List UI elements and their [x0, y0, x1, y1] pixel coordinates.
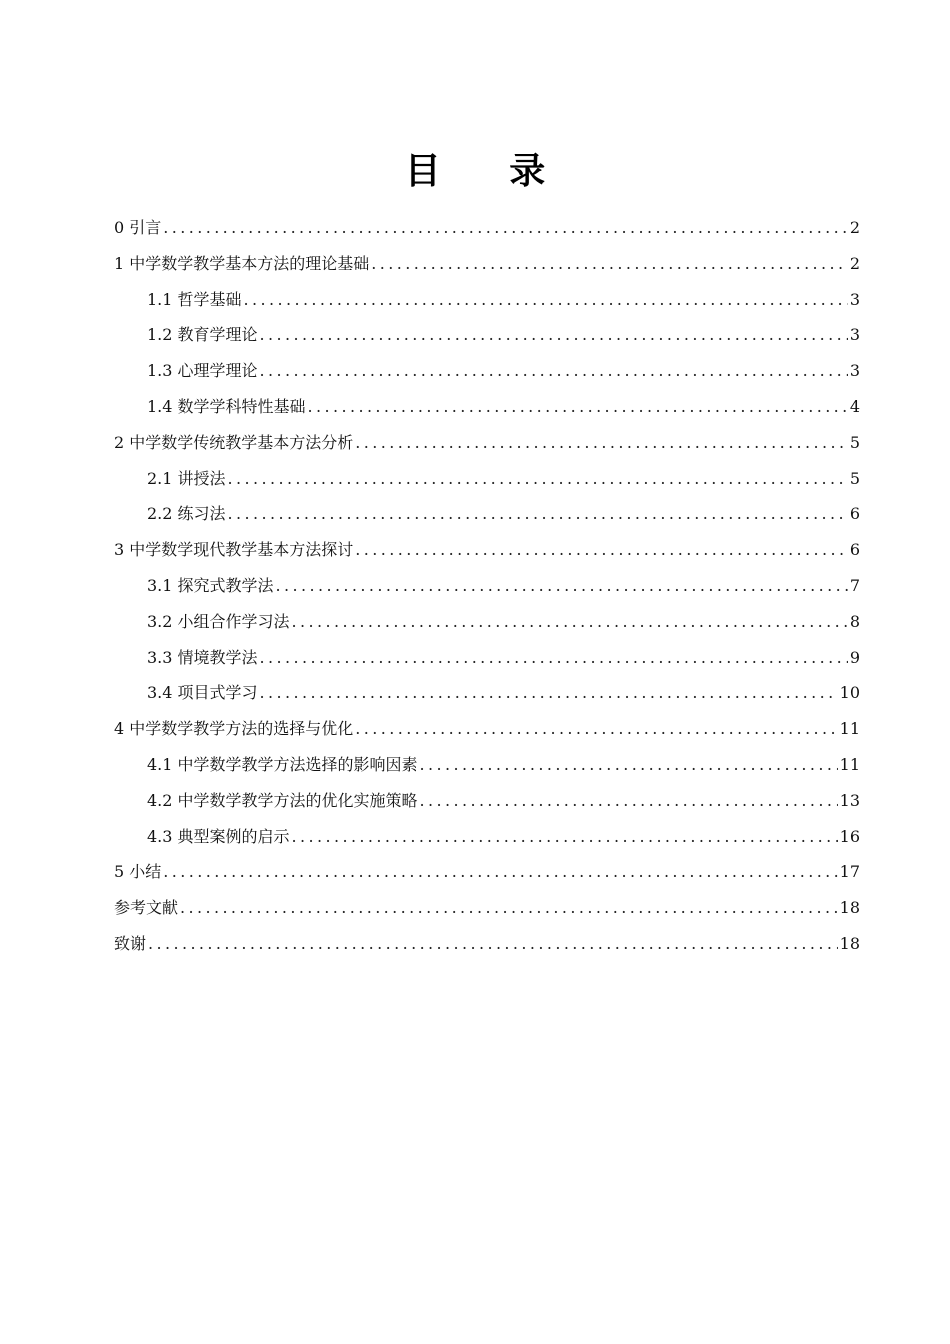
toc-entry[interactable] [114, 890, 860, 926]
toc-entry[interactable] [114, 747, 860, 783]
toc-entry-page-number: 18 [839, 933, 860, 953]
dot-leader [228, 461, 848, 497]
toc-entry[interactable] [114, 819, 860, 855]
table-of-contents [114, 210, 860, 962]
toc-entry-page-number: 3 [849, 325, 860, 345]
toc-entry-label: 3.2 小组合作学习法 [147, 611, 290, 631]
toc-entry-label: 4 中学数学教学方法的选择与优化 [114, 719, 354, 739]
toc-entry-page-number: 2 [849, 218, 860, 237]
toc-entry[interactable] [114, 496, 860, 532]
dot-leader [276, 568, 848, 604]
toc-entry[interactable] [114, 711, 860, 747]
toc-entry[interactable] [114, 353, 860, 389]
toc-entry-page-number: 10 [839, 683, 860, 703]
toc-entry-page-number: 6 [849, 504, 860, 524]
toc-entry-page-number: 3 [849, 289, 860, 309]
toc-entry-page-number: 8 [849, 611, 860, 631]
dot-leader [244, 282, 848, 318]
toc-entry[interactable] [114, 604, 860, 640]
toc-entry[interactable] [114, 926, 860, 962]
toc-entry-page-number: 7 [849, 575, 860, 595]
dot-leader [260, 640, 848, 676]
toc-entry-label: 4.1 中学数学教学方法选择的影响因素 [147, 754, 418, 774]
toc-entry-page-number: 4 [849, 396, 860, 416]
dot-leader [180, 890, 838, 926]
toc-entry-label: 3.1 探究式教学法 [147, 575, 274, 595]
toc-entry[interactable] [114, 246, 860, 282]
page-title: 目 录 [404, 150, 574, 192]
dot-leader [292, 819, 838, 855]
toc-entry-label: 参考文献 [114, 898, 179, 918]
toc-entry-page-number: 5 [849, 468, 860, 488]
dot-leader [260, 317, 848, 353]
dot-leader [260, 353, 848, 389]
dot-leader [163, 210, 848, 246]
dot-leader [163, 854, 837, 890]
toc-entry-label: 4.3 典型案例的启示 [147, 826, 290, 846]
toc-entry[interactable] [114, 854, 860, 890]
toc-entry-label: 1 中学数学教学基本方法的理论基础 [114, 253, 370, 273]
toc-entry-label: 2.1 讲授法 [147, 468, 226, 488]
dot-leader [292, 604, 848, 640]
toc-entry-label: 1.2 教育学理论 [147, 325, 258, 345]
dot-leader [420, 747, 838, 783]
toc-entry-page-number: 5 [849, 432, 860, 452]
toc-entry[interactable] [114, 461, 860, 497]
toc-entry-page-number: 16 [839, 826, 860, 846]
toc-entry-label: 4.2 中学数学教学方法的优化实施策略 [147, 790, 418, 810]
toc-entry-page-number: 18 [839, 898, 860, 918]
toc-entry-label: 3.4 项目式学习 [147, 683, 258, 703]
toc-entry-label: 2 中学数学传统教学基本方法分析 [114, 432, 354, 452]
toc-entry-page-number: 17 [839, 862, 860, 882]
dot-leader [355, 532, 848, 568]
dot-leader [148, 926, 838, 962]
toc-entry-page-number: 11 [839, 754, 860, 774]
toc-entry-label: 致谢 [114, 933, 147, 953]
toc-entry[interactable] [114, 783, 860, 819]
toc-entry-label: 0 引言 [114, 218, 162, 237]
toc-entry[interactable] [114, 210, 860, 246]
dot-leader [228, 496, 848, 532]
dot-leader [355, 711, 837, 747]
toc-entry-label: 1.1 哲学基础 [147, 289, 242, 309]
toc-entry[interactable] [114, 675, 860, 711]
toc-entry[interactable] [114, 425, 860, 461]
toc-entry-page-number: 13 [839, 790, 860, 810]
toc-entry[interactable] [114, 532, 860, 568]
dot-leader [308, 389, 848, 425]
toc-entry-label: 2.2 练习法 [147, 504, 226, 524]
toc-entry-label: 1.3 心理学理论 [147, 361, 258, 381]
dot-leader [260, 675, 838, 711]
dot-leader [371, 246, 848, 282]
toc-entry[interactable] [114, 282, 860, 318]
dot-leader [355, 425, 848, 461]
toc-entry[interactable] [114, 317, 860, 353]
toc-entry-label: 5 小结 [114, 862, 162, 882]
toc-entry-page-number: 2 [849, 253, 860, 273]
toc-entry[interactable] [114, 389, 860, 425]
toc-entry[interactable] [114, 640, 860, 676]
toc-entry[interactable] [114, 568, 860, 604]
toc-entry-label: 1.4 数学学科特性基础 [147, 396, 306, 416]
toc-entry-page-number: 6 [849, 540, 860, 560]
toc-entry-page-number: 9 [849, 647, 860, 667]
toc-entry-page-number: 3 [849, 361, 860, 381]
toc-entry-label: 3.3 情境教学法 [147, 647, 258, 667]
toc-entry-label: 3 中学数学现代教学基本方法探讨 [114, 540, 354, 560]
toc-entry-page-number: 11 [839, 719, 860, 739]
dot-leader [420, 783, 838, 819]
